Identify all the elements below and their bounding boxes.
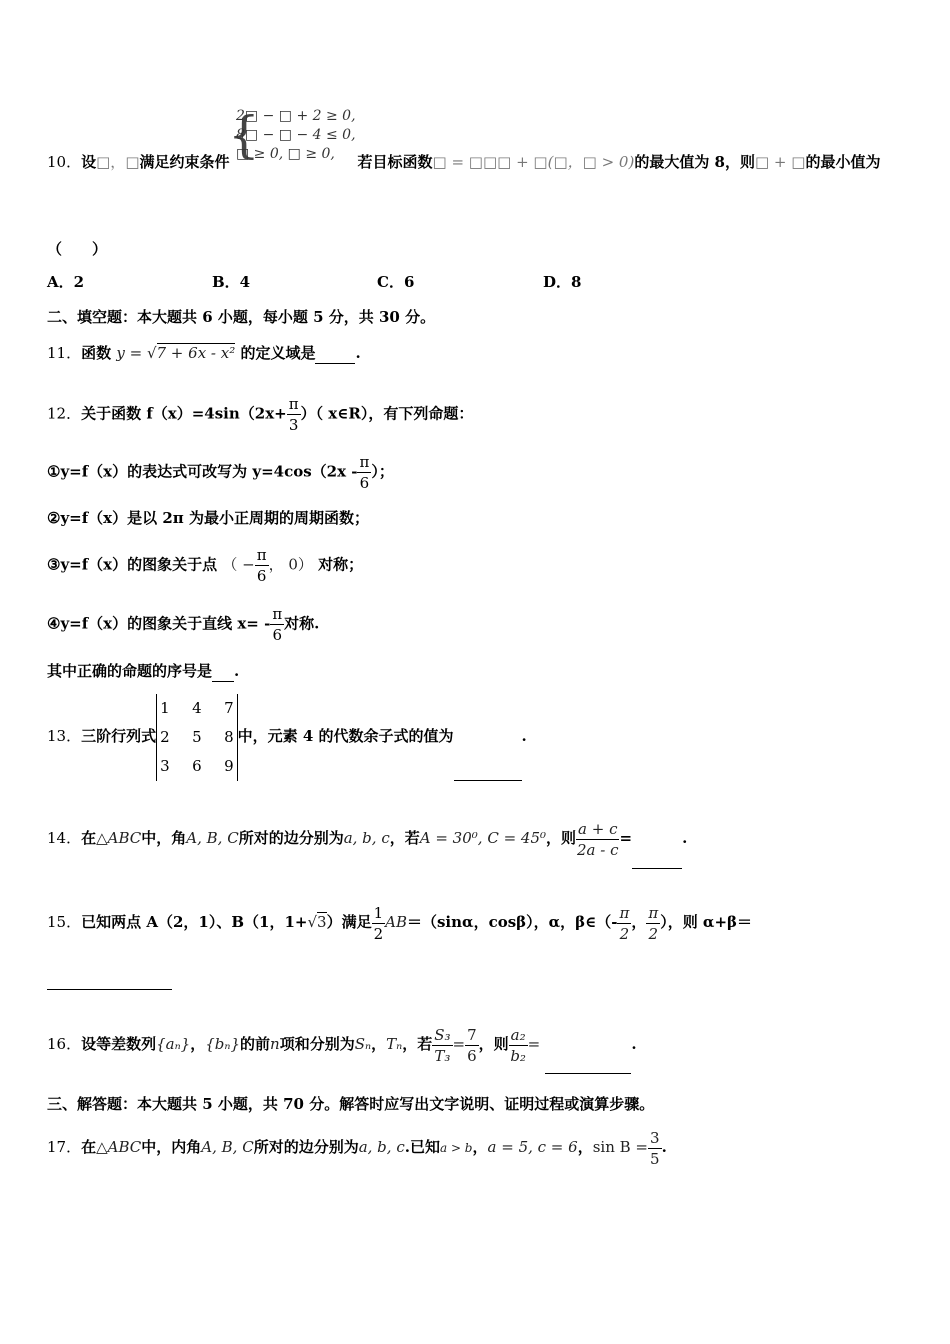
pi-over-6: $\frac{\pi}{6}$ — [272, 605, 283, 644]
a2-over-b2: $\frac{\text{a₂}}{\text{b₂}}$ — [510, 1025, 526, 1065]
question-12-prompt: 其中正确的命题的序号是 . — [47, 662, 240, 680]
ratio-expression: $\frac{a + c}{2a - c}$ — [577, 819, 619, 859]
pi-over-2: $\frac{\pi}{2}$ — [648, 903, 659, 943]
section-heading-solution: 三、解答题：本大题共 5 小题，共 70 分。解答时应写出文字说明、证明过程或演算步骤。 — [47, 1095, 655, 1113]
answer-blank — [454, 693, 522, 781]
determinant: 1 4 7 2 5 8 3 6 9 — [156, 694, 238, 781]
answer-parentheses: （ ） — [47, 240, 108, 258]
half: $\frac{1}{2}$ — [373, 903, 384, 943]
pi-over-6: $\frac{\pi}{6}$ — [359, 453, 370, 492]
question-16: 16．设等差数列{aₙ}，{bₙ}的前n项和分别为Sₙ，Tₙ，若 $\frac{\text{S₃}}{\text{T₃}}$ = $\frac{7}{6}$ ，则 $\frac{\text{a₂}}{\text{b₂}}$ = . — [47, 1015, 637, 1074]
left-brace: { — [228, 106, 260, 164]
section-heading-fill-blank: 二、填空题：本大题共 6 小题，每小题 5 分，共 30 分。 — [47, 308, 436, 326]
variables-placeholder: □，□ — [96, 153, 140, 171]
answer-blank — [315, 343, 355, 364]
s3-over-t3: $\frac{\text{S₃}}{\text{T₃}}$ — [434, 1025, 451, 1065]
target-expression: □ + □ — [754, 153, 806, 171]
proposition-4: ④y=f（x）的图象关于直线 x= - $\frac{\pi}{6}$ 对称. — [47, 605, 320, 644]
constraint-3: □ ≥ 0, □ ≥ 0, — [236, 146, 335, 162]
constraint-1: 2□ − □ + 2 ≥ 0, — [236, 108, 356, 124]
three-fifths: $\frac{3}{5}$ — [650, 1128, 660, 1168]
answer-blank — [632, 808, 682, 869]
answer-blank — [47, 989, 172, 990]
option-b: B．4 — [212, 273, 251, 291]
question-17: 17．在△ABC中，内角A, B, C所对的边分别为a, b, c.已知a > b，a = 5, c = 6，sin B = $\frac{3}{5}$ . — [47, 1128, 667, 1168]
pi-over-6: $\frac{\pi}{6}$ — [256, 546, 267, 585]
proposition-1: ①y=f（x）的表达式可改写为 y=4cos（2x - $\frac{\pi}{6}$ ）； — [47, 453, 394, 492]
proposition-2: ②y=f（x）是以 2π 为最小正周期的周期函数； — [47, 509, 369, 527]
question-15: 15．已知两点 A（2，1）、B（1，1+√3）满足 $\frac{1}{2}$ AB＝（sinα，cosβ），α，β∈（- $\frac{\pi}{2}$ ， $\frac{\pi}{2}$ ），则 α+β＝ — [47, 903, 752, 943]
answer-blank — [545, 1015, 631, 1074]
question-10: 10．设□，□满足约束条件 若目标函数□ = □□□ + □(□，□ > 0)的最大值为 8，则□ + □的最小值为 — [47, 153, 881, 171]
question-14: 14．在△ABC中，角A, B, C所对的边分别为a, b, c，若A = 30⁰, C = 45⁰，则 $\frac{a + c}{2a - c}$ = . — [47, 808, 687, 869]
option-a: A．2 — [47, 273, 85, 291]
question-12: 12．关于函数 f（x）=4sin（2x+ $\frac{\pi}{3}$ ）（ x∈R），有下列命题： — [47, 395, 474, 434]
pi-over-2: $\frac{\pi}{2}$ — [619, 903, 630, 943]
constraint-2: 8□ − □ − 4 ≤ 0, — [236, 127, 356, 143]
objective-function: □ = □□□ + □(□，□ > 0) — [432, 153, 635, 171]
option-c: C．6 — [377, 273, 415, 291]
answer-blank — [212, 661, 234, 682]
seven-sixths: $\frac{7}{6}$ — [467, 1025, 477, 1065]
question-13: 13．三阶行列式 1 4 7 2 5 8 3 6 9 中，元素 4 的代数余子式的值为 . — [47, 693, 527, 781]
function-expression: y = √7 + 6x - x² — [116, 344, 236, 362]
question-number: 10． — [47, 153, 82, 171]
option-d: D．8 — [543, 273, 582, 291]
pi-over-3: $\frac{\pi}{3}$ — [288, 395, 299, 434]
question-11: 11．函数 y = √7 + 6x - x² 的定义域是 . — [47, 344, 361, 362]
proposition-3: ③y=f（x）的图象关于点 （ − $\frac{\pi}{6}$ ， 0） 对称； — [47, 546, 364, 585]
